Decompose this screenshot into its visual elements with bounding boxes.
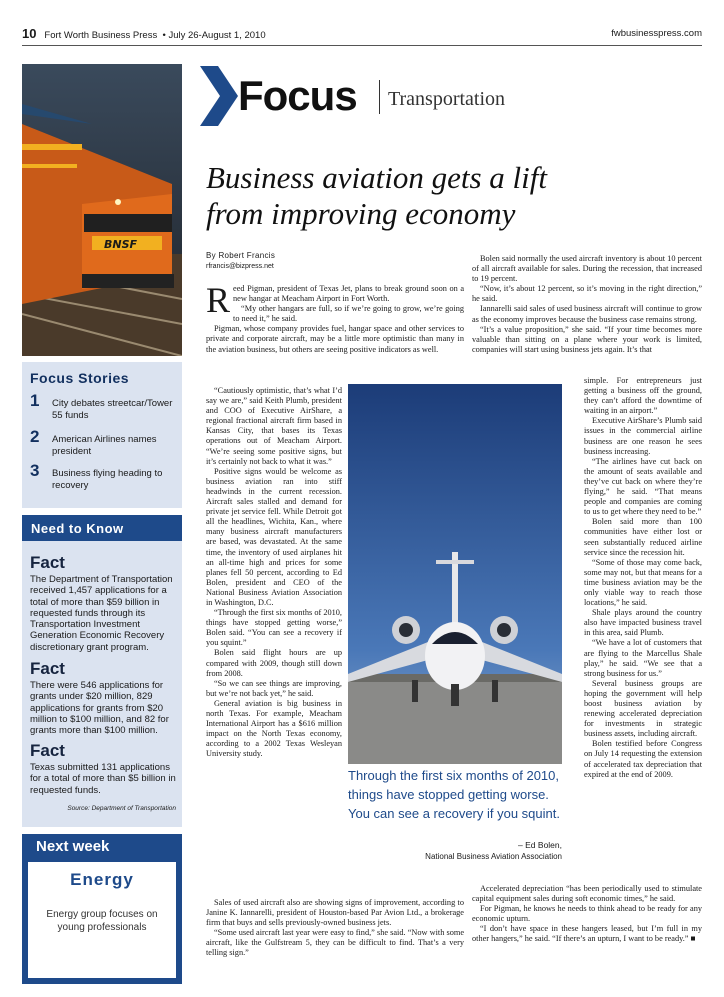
fact-text: Texas submitted 131 applications for a total of more than $5 billion in requested funds.: [30, 762, 176, 796]
body-paragraph: “Some of those may come back, some may not, but that means for a time business aviation may be the only viable way to reach those locations,” he said.: [584, 557, 702, 608]
page-number: 10: [22, 26, 37, 41]
body-paragraph: “Cautiously optimistic, that’s what I’d say we are,” said Keith Plumb, president and COO of Executive AirShare, a regional fractional aircraft firm based in Kansas City, that bases its Texas operations out of Meacham Airport. “We’re seeing some positive signs, but it’s certainly not back to what it was.”: [206, 386, 342, 466]
body-paragraph: Iannarelli said sales of used business aircraft will continue to grow as the economy improves because the business case remains strong.: [472, 304, 702, 324]
next-week-description: Energy group focuses on young professionals: [46, 909, 158, 933]
body-paragraph: “We have a lot of customers that are flying to the Marcellus Shale play,” he said. “We see that a strong business for us.”: [584, 638, 702, 678]
fact-block: [30, 659, 176, 736]
train-photo: [22, 64, 182, 356]
fact-block: [30, 553, 176, 653]
article-column-1-top: [206, 280, 464, 355]
fact-text: There were 546 applications for grants under $20 million, 829 applications for grants from $20 million to $100 million, and 82 for grants more than $100 million.: [30, 680, 169, 737]
focus-word: Focus: [238, 72, 357, 119]
story-number: 3: [30, 461, 40, 480]
fact-title: Fact: [30, 659, 65, 678]
body-paragraph: Bolen said more than 100 communities have either lost or seen substantially reduced airline service since the recession hit.: [584, 517, 702, 557]
svg-text:BNSF: BNSF: [104, 238, 138, 251]
article-column-1-narrow: [206, 386, 342, 759]
lead-text: eed Pigman, president of Texas Jet, plans to break ground soon on a new hangar at Meacham Airport in Fort Worth.: [233, 284, 464, 304]
article-column-2-bottom: [472, 884, 702, 945]
body-paragraph: Executive AirShare’s Plumb said issues in the commercial airline business are one reason he sees business increasing.: [584, 416, 702, 456]
author-email: rfrancis@bizpress.net: [206, 263, 274, 270]
fact-block: [30, 741, 176, 796]
story-item: [30, 461, 180, 500]
story-number: 1: [30, 391, 40, 410]
banner-arrow-icon: [200, 66, 240, 126]
article-column-1-bottom: [206, 898, 464, 959]
body-paragraph: Bolen said flight hours are up compared with 2009, though still down from 2008.: [206, 648, 342, 678]
issue-dates: July 26-August 1, 2010: [168, 30, 266, 41]
fact-text: The Department of Transportation received 1,457 applications for a total of more than $59 billion in requested funds through its Transportation Investment Generation Economic Recovery discretionary grant program.: [30, 574, 173, 653]
next-week-box: [28, 862, 176, 978]
banner-divider: [379, 80, 380, 114]
fact-title: Fact: [30, 553, 65, 572]
headline-line: Business aviation gets a lift: [206, 160, 547, 195]
body-paragraph: “Some used aircraft last year were easy to find,” she said. “Now with some aircraft, like the Gulfstream 5, they can be difficult to find. That’s a very telling sign.”: [206, 928, 464, 958]
next-week-topic: Energy: [70, 870, 134, 889]
next-week-panel: [22, 834, 182, 984]
body-paragraph: “So we can see things are improving, but we’re not back yet,” he said.: [206, 678, 342, 698]
headline-line: from improving economy: [206, 196, 516, 231]
fact-source: Source: Department of Transportation: [67, 805, 176, 812]
quote-speaker: – Ed Bolen,: [518, 840, 562, 850]
article-column-2-top: [472, 254, 702, 355]
fact-title: Fact: [30, 741, 65, 760]
drop-cap: R: [206, 280, 231, 320]
body-paragraph: “My other hangars are full, so if we’re going to grow, we’re going to need it,” he said.: [233, 304, 464, 324]
body-paragraph: General aviation is big business in north Texas. For example, Meacham International Airport has a $616 million impact on the North Texas economy, according to a 2002 Texas Wesleyan University study.: [206, 698, 342, 759]
next-week-heading: Next week: [36, 838, 110, 855]
story-number: 2: [30, 427, 40, 446]
body-paragraph: Sales of used aircraft also are showing signs of improvement, according to Janine K. Iannarelli, president of Houston-based Par Avion Ltd., a brokerage firm that buys and sells previously-owned business jets.: [206, 898, 464, 928]
body-paragraph: Pigman, whose company provides fuel, hangar space and other services to private and corporate aircraft, may be a little more optimistic than many in the aviation business, but others are seeing positive indicators as well.: [206, 324, 464, 354]
story-title: American Airlines names president: [52, 434, 157, 457]
focus-stories-heading: Focus Stories: [30, 370, 130, 386]
story-title: City debates streetcar/Tower 55 funds: [52, 398, 173, 421]
website: fwbusinesspress.com: [611, 28, 702, 39]
train-illustration: [22, 64, 182, 356]
body-paragraph: Shale plays around the country also have impacted business travel in this area, said Plumb.: [584, 608, 702, 638]
body-paragraph: “Through the first six months of 2010, things have stopped getting worse,” Bolen said. “You can see a recovery if you squint.”: [206, 608, 342, 648]
pull-quote-attribution: [348, 840, 562, 862]
body-paragraph: Several business groups are hoping the government will help boost business aviation by renewing accelerated depreciation for investments in strategic business assets, including aircraft.: [584, 678, 702, 739]
story-item: [30, 427, 180, 466]
story-title: Business flying heading to recovery: [52, 468, 163, 491]
header-rule: [22, 45, 702, 46]
focus-banner: [200, 66, 700, 126]
body-paragraph: For Pigman, he knows he needs to think ahead to be ready for any economic upturn.: [472, 904, 702, 924]
quote-organization: National Business Aviation Association: [425, 852, 562, 861]
body-paragraph: “Now, it’s about 12 percent, so it’s moving in the right direction,” he said.: [472, 284, 702, 304]
pull-quote: Through the first six months of 2010, things have stopped getting worse. You can see a recovery if you squint.: [348, 768, 560, 821]
body-paragraph: Positive signs would be welcome as business aviation ran into stiff headwinds in the current recession. Aircraft sales stalled and demand for private jet service fell. While Detroit got all the headlines, Wichita, Kan., where many business aircraft manufacturers are based, was devastated. At the same time, the inventory of used airplanes hit an all-time high and prices for some planes fell 50 percent, according to Ed Bolen, president and CEO of the National Business Aviation Association in Washington, D.C.: [206, 466, 342, 607]
body-paragraph: Accelerated depreciation “has been periodically used to stimulate capital equipment sales during soft economic times,” he said.: [472, 884, 702, 904]
headline: [206, 160, 696, 232]
need-to-know-heading: Need to Know: [31, 521, 124, 536]
need-to-know-panel: [22, 515, 182, 827]
byline: By Robert Francis: [206, 251, 276, 260]
body-paragraph: Bolen said normally the used aircraft inventory is about 10 percent of all aircraft available for sales. During the recession, that increased to 19 percent.: [472, 254, 702, 284]
body-paragraph: “I don’t have space in these hangers leased, but I’m full in my other hangers,” he said. “If there’s an upturn, I want to be ready.” ■: [472, 924, 702, 944]
body-paragraph: Bolen testified before Congress on July 14 requesting the extension of accelerated tax depreciation that expired at the end of 2009.: [584, 739, 702, 779]
need-to-know-bar: [22, 515, 182, 541]
body-paragraph: “The airlines have cut back on the amount of seats available and they’ve cut back on where they’re flying,” he said. “That means people and companies are coming to us to get where they need to be.”: [584, 456, 702, 517]
jet-illustration: [348, 384, 562, 764]
focus-stories-panel: [22, 362, 182, 508]
header-left: 10 Fort Worth Business Press • July 26-August 1, 2010: [22, 26, 266, 41]
publication-name: Fort Worth Business Press: [44, 30, 158, 41]
article-column-2-narrow: [584, 376, 702, 780]
body-paragraph: “It’s a value proposition,” she said. “If your time becomes more valuable than sitting on a plane where your work is limited, companies will start using business jets again. It’s that: [472, 324, 702, 354]
body-paragraph: simple. For entrepreneurs just getting a business off the ground, they can’t afford the downtime of waiting in an airport.”: [584, 376, 702, 416]
page-header: [22, 26, 702, 44]
section-name: Transportation: [388, 88, 506, 110]
story-item: [30, 391, 180, 430]
jet-photo: [348, 384, 562, 764]
